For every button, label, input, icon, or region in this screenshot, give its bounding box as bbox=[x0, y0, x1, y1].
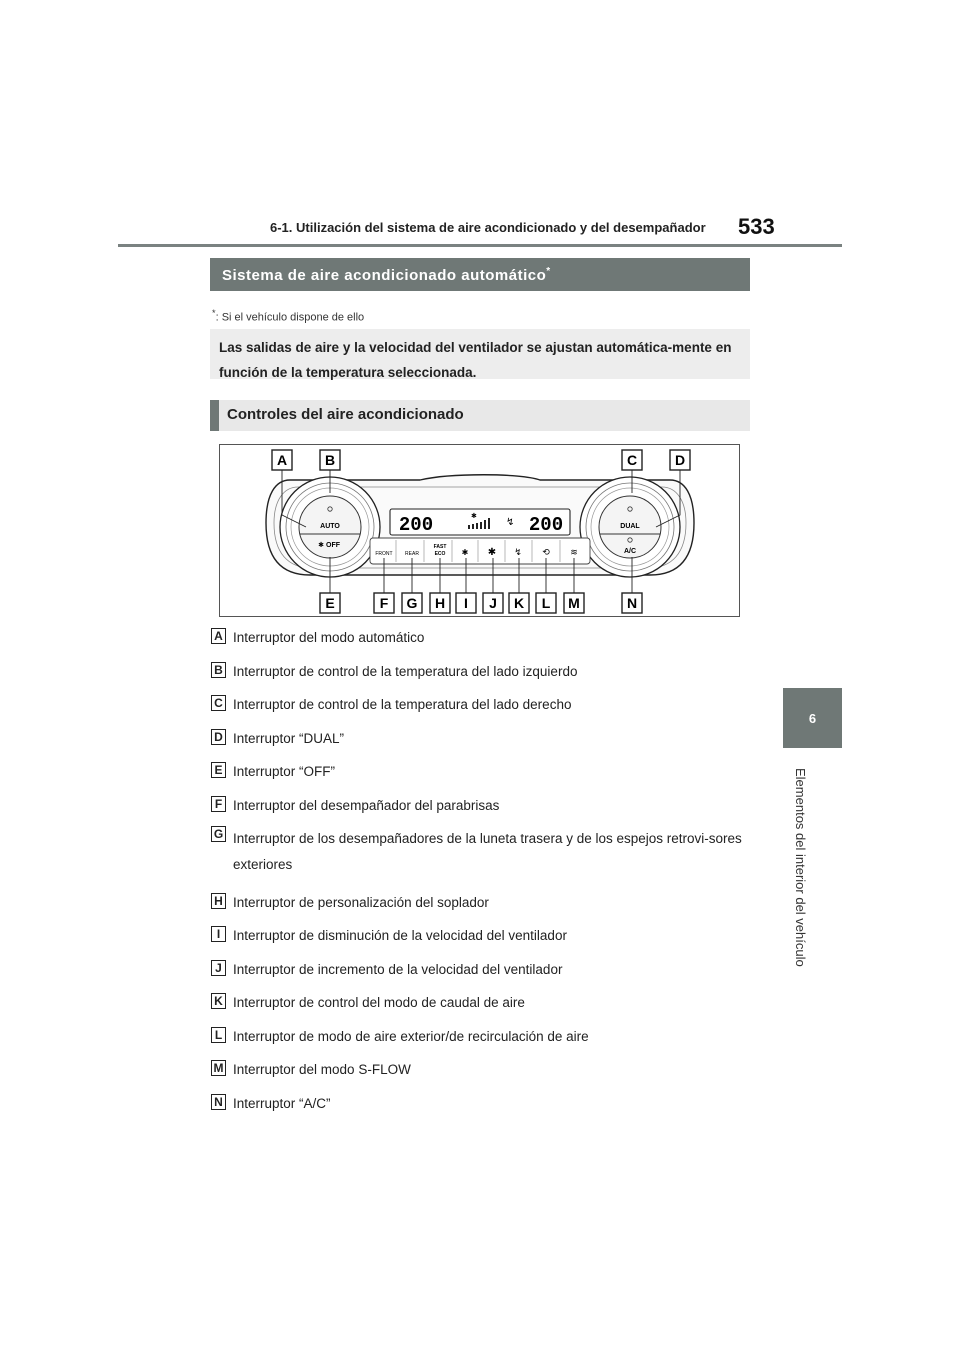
button-row bbox=[370, 538, 590, 564]
section-heading bbox=[210, 258, 750, 291]
callout-badge: N bbox=[211, 1094, 226, 1110]
figure-callout bbox=[320, 450, 340, 470]
footnote-text: : Si el vehículo dispone de ello bbox=[215, 311, 365, 324]
fan-icon: ✱ bbox=[318, 542, 324, 549]
callout-badge: K bbox=[211, 993, 226, 1009]
summary-box: Las salidas de aire y la velocidad del ventilador se ajustan automática-mente en función de la temperatura seleccionada. bbox=[210, 329, 750, 379]
control-item-i bbox=[211, 926, 751, 945]
control-description: Interruptor de control de la temperatura del lado derecho bbox=[233, 697, 572, 712]
figure-callout bbox=[374, 593, 394, 613]
footnote bbox=[212, 308, 364, 324]
callout-badge: B bbox=[211, 662, 226, 678]
rear-defroster-label: REAR bbox=[405, 551, 419, 557]
control-description: Interruptor de incremento de la velocidad del ventilador bbox=[233, 961, 563, 977]
left-temperature-display: 200 bbox=[398, 514, 434, 536]
control-item-n bbox=[211, 1094, 751, 1113]
off-button-label: OFF bbox=[326, 542, 340, 549]
dual-button-label: DUAL bbox=[620, 523, 640, 530]
figure-callout-letter: H bbox=[434, 595, 446, 611]
display-fan-icon: ✱ bbox=[471, 513, 477, 520]
control-item-h bbox=[211, 893, 751, 912]
control-item-d bbox=[211, 729, 751, 748]
control-description: Interruptor “A/C” bbox=[233, 1095, 331, 1111]
control-description: Interruptor del desempañador del parabrisas bbox=[233, 797, 500, 813]
figure-callout-letter: L bbox=[541, 595, 551, 611]
fast-label: FAST bbox=[433, 544, 447, 550]
control-item-a bbox=[211, 628, 751, 647]
footnote-asterisk: * bbox=[212, 308, 216, 318]
callout-badge: J bbox=[211, 960, 226, 976]
figure-callout bbox=[272, 450, 292, 470]
control-item-b bbox=[211, 662, 751, 681]
figure-callout-letter: M bbox=[568, 595, 580, 611]
figure-callout bbox=[509, 593, 529, 613]
callout-badge: E bbox=[211, 762, 226, 778]
figure-callout-letter: A bbox=[276, 452, 288, 468]
callout-badge: I bbox=[211, 926, 226, 942]
figure-callout bbox=[402, 593, 422, 613]
right-temperature-display: 200 bbox=[528, 514, 564, 536]
figure-callout-letter: C bbox=[626, 452, 638, 468]
figure-callout-letter: J bbox=[489, 595, 497, 611]
figure-callout bbox=[564, 593, 584, 613]
heading-asterisk: * bbox=[546, 266, 551, 277]
control-item-f bbox=[211, 796, 751, 815]
control-item-k bbox=[211, 993, 751, 1012]
running-header: 6-1. Utilización del sistema de aire acondicionado y del desempañador bbox=[270, 220, 706, 235]
eco-label: ECO bbox=[434, 551, 446, 557]
control-item-l bbox=[211, 1027, 751, 1046]
control-description: Interruptor de modo de aire exterior/de recirculación de aire bbox=[233, 1028, 589, 1044]
callout-badge: D bbox=[211, 729, 226, 745]
control-item-g bbox=[211, 826, 751, 878]
figure-callout bbox=[430, 593, 450, 613]
header-rule bbox=[118, 244, 842, 247]
control-item-c bbox=[211, 695, 751, 714]
section-heading-text: Sistema de aire acondicionado automático bbox=[222, 267, 547, 284]
page-number: 533 bbox=[738, 214, 775, 239]
fan-up-icon: ✱ bbox=[487, 547, 497, 558]
callout-badge: F bbox=[211, 796, 226, 812]
figure-callout-letter: E bbox=[325, 595, 335, 611]
control-description: Interruptor del modo automático bbox=[233, 630, 425, 645]
callout-badge: L bbox=[211, 1027, 226, 1043]
ac-button-label: A/C bbox=[623, 548, 637, 555]
figure-callout bbox=[622, 593, 642, 613]
control-description: Interruptor “OFF” bbox=[233, 764, 336, 779]
fan-down-icon: ✱ bbox=[461, 548, 469, 557]
figure-callout bbox=[536, 593, 556, 613]
figure-callout-letter: B bbox=[324, 452, 336, 468]
climate-control-figure bbox=[219, 444, 740, 617]
figure-callout bbox=[670, 450, 690, 470]
control-description: Interruptor de control del modo de caudal de aire bbox=[233, 995, 525, 1010]
control-item-e bbox=[211, 762, 751, 781]
control-description: Interruptor del modo S-FLOW bbox=[233, 1062, 411, 1077]
figure-callout-letter: N bbox=[626, 595, 638, 611]
figure-callout bbox=[483, 593, 503, 613]
figure-callout-letter: D bbox=[674, 452, 686, 468]
airflow-mode-icon: ↯ bbox=[514, 547, 522, 557]
callout-badge: M bbox=[211, 1060, 226, 1076]
callout-badge: G bbox=[211, 826, 226, 842]
control-item-m bbox=[211, 1060, 751, 1079]
control-description: Interruptor de disminución de la velocidad del ventilador bbox=[233, 928, 567, 943]
recirculation-icon: ⟲ bbox=[542, 547, 550, 557]
display-airflow-icon: ↯ bbox=[506, 517, 515, 528]
figure-callout bbox=[456, 593, 476, 613]
control-description: Interruptor “DUAL” bbox=[233, 730, 345, 746]
subsection-heading: Controles del aire acondicionado bbox=[210, 400, 750, 431]
control-item-j bbox=[211, 960, 751, 979]
chapter-side-label: Elementos del interior del vehículo bbox=[793, 768, 808, 967]
figure-callout bbox=[622, 450, 642, 470]
auto-button-label: AUTO bbox=[320, 523, 340, 530]
control-description: Interruptor de control de la temperatura del lado izquierdo bbox=[233, 663, 578, 679]
control-list bbox=[211, 628, 751, 1127]
callout-badge: C bbox=[211, 695, 226, 711]
chapter-tab: 6 bbox=[783, 688, 842, 748]
figure-callout-letter: F bbox=[379, 595, 389, 611]
callout-badge: H bbox=[211, 893, 226, 909]
figure-callout-letter: K bbox=[513, 595, 525, 611]
figure-callout-letter: I bbox=[464, 595, 468, 611]
climate-panel-illustration bbox=[220, 445, 741, 618]
figure-callout bbox=[320, 593, 340, 613]
callout-badge: A bbox=[211, 628, 226, 644]
control-description: Interruptor de personalización del soplador bbox=[233, 894, 489, 910]
figure-callout-letter: G bbox=[406, 595, 418, 611]
s-flow-icon: ≋ bbox=[570, 547, 578, 557]
front-defroster-label: FRONT bbox=[375, 551, 393, 557]
control-description: Interruptor de los desempañadores de la luneta trasera y de los espejos retrovi-sores exteriores bbox=[233, 831, 742, 872]
